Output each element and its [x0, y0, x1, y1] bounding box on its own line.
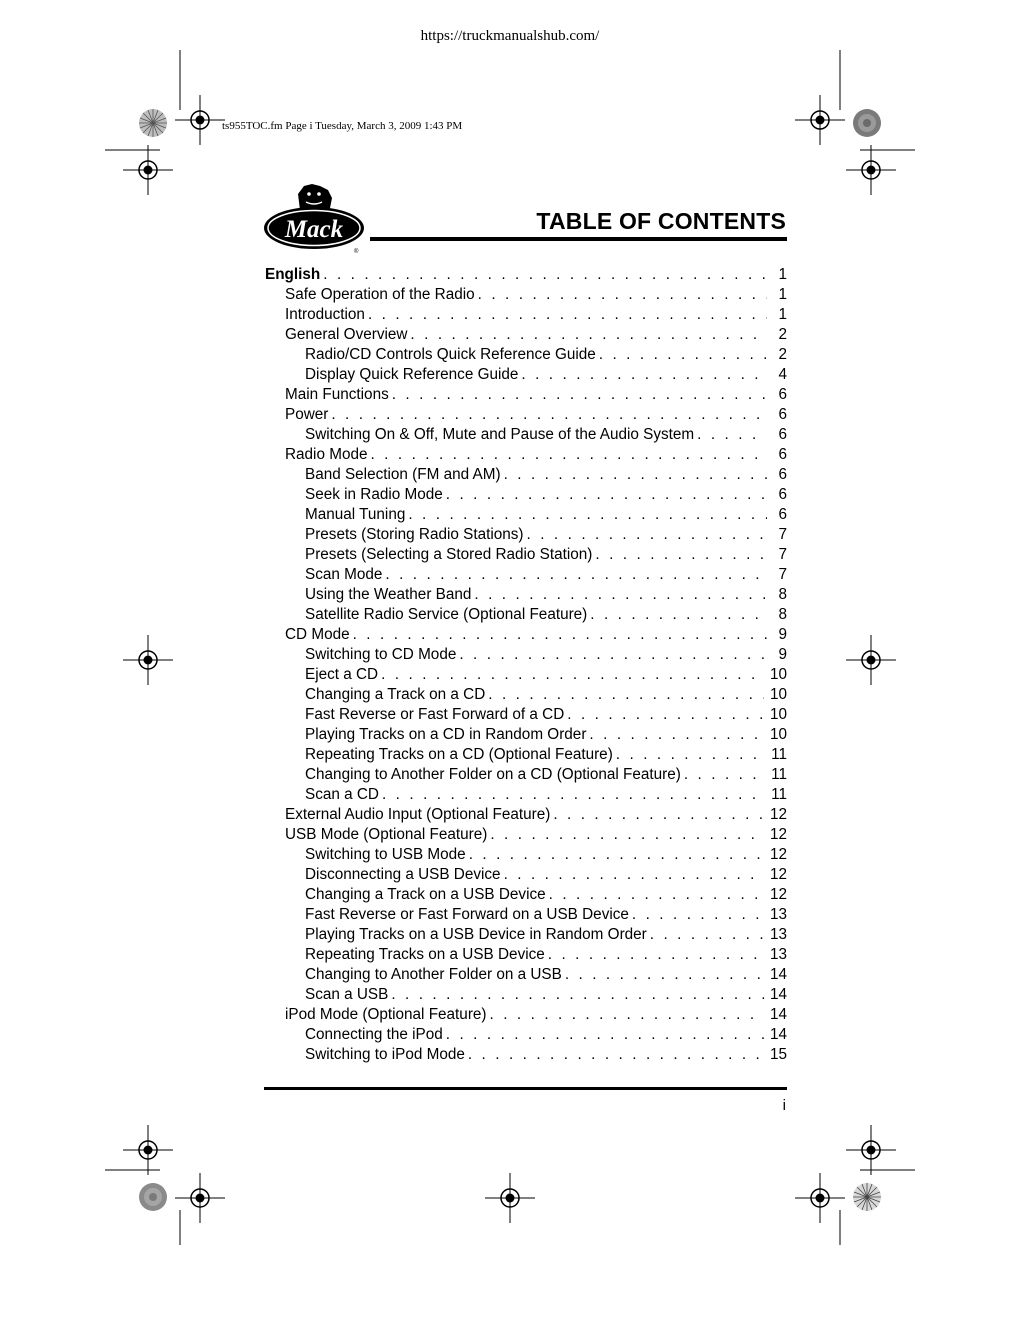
- toc-entry[interactable]: [265, 805, 787, 825]
- toc-entry[interactable]: [265, 745, 787, 765]
- toc-dot-leader: [590, 605, 767, 625]
- toc-dot-leader: [478, 285, 767, 305]
- toc-dot-leader: [368, 305, 767, 325]
- toc-dot-leader: [323, 265, 767, 285]
- toc-entry-title: Scan Mode: [305, 566, 383, 583]
- toc-entry-title: Switching to iPod Mode: [305, 1046, 465, 1063]
- toc-entry[interactable]: [265, 305, 787, 325]
- page-title: TABLE OF CONTENTS: [536, 208, 786, 234]
- toc-entry-title: Display Quick Reference Guide: [305, 366, 519, 383]
- toc-dot-leader: [567, 705, 764, 725]
- toc-entry-page: 14: [769, 986, 787, 1003]
- toc-entry[interactable]: [265, 1045, 787, 1065]
- toc-entry[interactable]: [265, 705, 787, 725]
- mack-bulldog-logo-icon: [262, 180, 372, 256]
- toc-entry-page: 6: [778, 506, 787, 523]
- toc-dot-leader: [382, 785, 765, 805]
- toc-entry-page: 12: [769, 866, 787, 883]
- toc-dot-leader: [589, 725, 764, 745]
- toc-dot-leader: [490, 1005, 764, 1025]
- toc-entry-page: 9: [778, 646, 787, 663]
- toc-entry[interactable]: [265, 365, 787, 385]
- toc-entry-title: Radio/CD Controls Quick Reference Guide: [305, 346, 596, 363]
- toc-entry-page: 14: [769, 1026, 787, 1043]
- title-rule: [370, 237, 787, 241]
- toc-dot-leader: [446, 1025, 764, 1045]
- toc-entry-title: Switching to CD Mode: [305, 646, 457, 663]
- toc-entry-title: CD Mode: [285, 626, 350, 643]
- toc-entry[interactable]: [265, 725, 787, 745]
- toc-entry-page: 1: [778, 266, 787, 283]
- toc-entry[interactable]: [265, 665, 787, 685]
- toc-entry-page: 11: [771, 746, 787, 763]
- toc-dot-leader: [697, 425, 767, 445]
- toc-entry[interactable]: [265, 985, 787, 1005]
- toc-entry-page: 2: [778, 346, 787, 363]
- toc-dot-leader: [408, 505, 767, 525]
- toc-entry-title: Changing a Track on a USB Device: [305, 886, 546, 903]
- footer-rule: [264, 1087, 787, 1090]
- toc-entry-page: 2: [778, 326, 787, 343]
- toc-entry-page: 6: [778, 386, 787, 403]
- toc-entry-page: 1: [778, 286, 787, 303]
- toc-entry[interactable]: [265, 1025, 787, 1045]
- toc-entry-title: Switching On & Off, Mute and Pause of the Audio System: [305, 426, 695, 443]
- toc-entry-page: 4: [778, 366, 787, 383]
- toc-entry-page: 12: [769, 846, 787, 863]
- toc-entry-title: Connecting the iPod: [305, 1026, 443, 1043]
- toc-entry[interactable]: [265, 385, 787, 405]
- toc-entry-page: 12: [769, 826, 787, 843]
- toc-entry-page: 6: [778, 446, 787, 463]
- toc-entry-title: Scan a CD: [305, 786, 379, 803]
- toc-entry-title: Radio Mode: [285, 446, 368, 463]
- toc-entry-title: Presets (Selecting a Stored Radio Station): [305, 546, 593, 563]
- toc-entry-title: iPod Mode (Optional Feature): [285, 1006, 487, 1023]
- toc-entry-page: 10: [769, 686, 787, 703]
- toc-entry-page: 11: [771, 766, 787, 783]
- table-of-contents: [265, 265, 787, 1065]
- toc-entry-page: 9: [778, 626, 787, 643]
- toc-entry-title: Band Selection (FM and AM): [305, 466, 501, 483]
- toc-entry-page: 12: [769, 886, 787, 903]
- toc-entry-page: 14: [769, 966, 787, 983]
- toc-dot-leader: [331, 405, 767, 425]
- toc-entry-title: Fast Reverse or Fast Forward of a CD: [305, 706, 565, 723]
- toc-entry-page: 8: [778, 586, 787, 603]
- toc-dot-leader: [474, 585, 767, 605]
- toc-dot-leader: [488, 685, 764, 705]
- toc-entry[interactable]: [265, 885, 787, 905]
- toc-dot-leader: [468, 1045, 764, 1065]
- toc-dot-leader: [353, 625, 767, 645]
- toc-dot-leader: [504, 865, 764, 885]
- toc-entry-title: Seek in Radio Mode: [305, 486, 443, 503]
- toc-entry-title: External Audio Input (Optional Feature): [285, 806, 551, 823]
- toc-entry[interactable]: [265, 925, 787, 945]
- toc-entry[interactable]: [265, 625, 787, 645]
- toc-entry[interactable]: [265, 945, 787, 965]
- toc-entry-title: Repeating Tracks on a CD (Optional Feature): [305, 746, 613, 763]
- toc-entry-title: Disconnecting a USB Device: [305, 866, 501, 883]
- toc-entry-title: Presets (Storing Radio Stations): [305, 526, 524, 543]
- toc-entry-title: Repeating Tracks on a USB Device: [305, 946, 545, 963]
- toc-entry[interactable]: [265, 485, 787, 505]
- toc-entry-title: Safe Operation of the Radio: [285, 286, 475, 303]
- toc-entry-page: 1: [778, 306, 787, 323]
- toc-entry-page: 14: [769, 1006, 787, 1023]
- toc-dot-leader: [490, 825, 764, 845]
- logo-wordmark: Mack: [284, 216, 344, 243]
- toc-entry-page: 6: [778, 406, 787, 423]
- toc-entry[interactable]: [265, 505, 787, 525]
- toc-entry-title: Power: [285, 406, 329, 423]
- toc-entry[interactable]: [265, 445, 787, 465]
- toc-entry[interactable]: [265, 685, 787, 705]
- toc-entry-page: 10: [769, 706, 787, 723]
- toc-entry-title: Playing Tracks on a CD in Random Order: [305, 726, 587, 743]
- toc-entry-title: Playing Tracks on a USB Device in Random Order: [305, 926, 647, 943]
- toc-dot-leader: [684, 765, 765, 785]
- starburst-icon: [138, 108, 168, 138]
- toc-entry-title: General Overview: [285, 326, 408, 343]
- toc-entry-page: 12: [769, 806, 787, 823]
- toc-dot-leader: [616, 745, 765, 765]
- toc-entry[interactable]: [265, 645, 787, 665]
- toc-entry-page: 7: [778, 526, 787, 543]
- toc-entry[interactable]: [265, 405, 787, 425]
- toc-entry-title: Changing to Another Folder on a CD (Optional Feature): [305, 766, 681, 783]
- toc-entry-title: Fast Reverse or Fast Forward on a USB Device: [305, 906, 629, 923]
- starburst-icon: [852, 1182, 882, 1212]
- toc-dot-leader: [381, 665, 764, 685]
- toc-dot-leader: [392, 385, 767, 405]
- toc-entry-page: 15: [769, 1046, 787, 1063]
- toc-entry[interactable]: [265, 845, 787, 865]
- toc-entry-page: 6: [778, 426, 787, 443]
- starburst-icon: [138, 1182, 168, 1212]
- toc-entry-page: 7: [778, 546, 787, 563]
- toc-entry-title: Satellite Radio Service (Optional Feature): [305, 606, 588, 623]
- toc-dot-leader: [549, 885, 764, 905]
- toc-dot-leader: [553, 805, 764, 825]
- toc-entry[interactable]: [265, 905, 787, 925]
- toc-entry-title: Switching to USB Mode: [305, 846, 466, 863]
- toc-dot-leader: [548, 945, 764, 965]
- toc-dot-leader: [410, 325, 767, 345]
- toc-entry-title: Changing a Track on a CD: [305, 686, 486, 703]
- toc-entry-page: 13: [769, 926, 787, 943]
- toc-dot-leader: [595, 545, 767, 565]
- toc-entry-page: 7: [778, 566, 787, 583]
- svg-text:®: ®: [354, 249, 359, 255]
- file-slug: ts955TOC.fm Page i Tuesday, March 3, 2009 1:43 PM: [222, 120, 463, 132]
- toc-dot-leader: [391, 985, 764, 1005]
- toc-entry[interactable]: [265, 265, 787, 285]
- toc-entry[interactable]: [265, 345, 787, 365]
- toc-entry-page: 13: [769, 906, 787, 923]
- page-number: i: [782, 1097, 786, 1114]
- toc-entry-page: 6: [778, 466, 787, 483]
- toc-dot-leader: [459, 645, 767, 665]
- toc-entry-page: 11: [771, 786, 787, 803]
- toc-dot-leader: [469, 845, 764, 865]
- starburst-icon: [852, 108, 882, 138]
- toc-entry-title: Scan a USB: [305, 986, 389, 1003]
- toc-entry[interactable]: [265, 545, 787, 565]
- toc-entry-title: Introduction: [285, 306, 365, 323]
- toc-dot-leader: [521, 365, 767, 385]
- toc-entry[interactable]: [265, 325, 787, 345]
- toc-entry-title: Changing to Another Folder on a USB: [305, 966, 562, 983]
- toc-entry[interactable]: [265, 605, 787, 625]
- toc-dot-leader: [632, 905, 764, 925]
- toc-entry-page: 6: [778, 486, 787, 503]
- toc-entry-page: 10: [769, 666, 787, 683]
- source-url: https://truckmanualshub.com/: [420, 28, 600, 44]
- toc-dot-leader: [565, 965, 764, 985]
- toc-entry[interactable]: [265, 585, 787, 605]
- toc-entry-title: Using the Weather Band: [305, 586, 472, 603]
- toc-dot-leader: [370, 445, 767, 465]
- toc-entry-page: 8: [778, 606, 787, 623]
- toc-dot-leader: [650, 925, 764, 945]
- toc-dot-leader: [599, 345, 767, 365]
- toc-entry[interactable]: [265, 565, 787, 585]
- toc-entry-title: Manual Tuning: [305, 506, 406, 523]
- toc-entry[interactable]: [265, 285, 787, 305]
- toc-entry[interactable]: [265, 465, 787, 485]
- toc-entry-page: 10: [769, 726, 787, 743]
- toc-entry[interactable]: [265, 825, 787, 845]
- toc-dot-leader: [446, 485, 767, 505]
- toc-entry-title: English: [265, 266, 321, 283]
- toc-entry[interactable]: [265, 785, 787, 805]
- toc-entry-title: USB Mode (Optional Feature): [285, 826, 488, 843]
- toc-entry-title: Eject a CD: [305, 666, 379, 683]
- toc-entry[interactable]: [265, 865, 787, 885]
- toc-entry[interactable]: [265, 1005, 787, 1025]
- toc-dot-leader: [527, 525, 767, 545]
- toc-entry-title: Main Functions: [285, 386, 389, 403]
- toc-dot-leader: [385, 565, 767, 585]
- toc-entry[interactable]: [265, 425, 787, 445]
- toc-entry[interactable]: [265, 525, 787, 545]
- toc-entry[interactable]: [265, 965, 787, 985]
- toc-dot-leader: [504, 465, 767, 485]
- toc-entry[interactable]: [265, 765, 787, 785]
- toc-entry-page: 13: [769, 946, 787, 963]
